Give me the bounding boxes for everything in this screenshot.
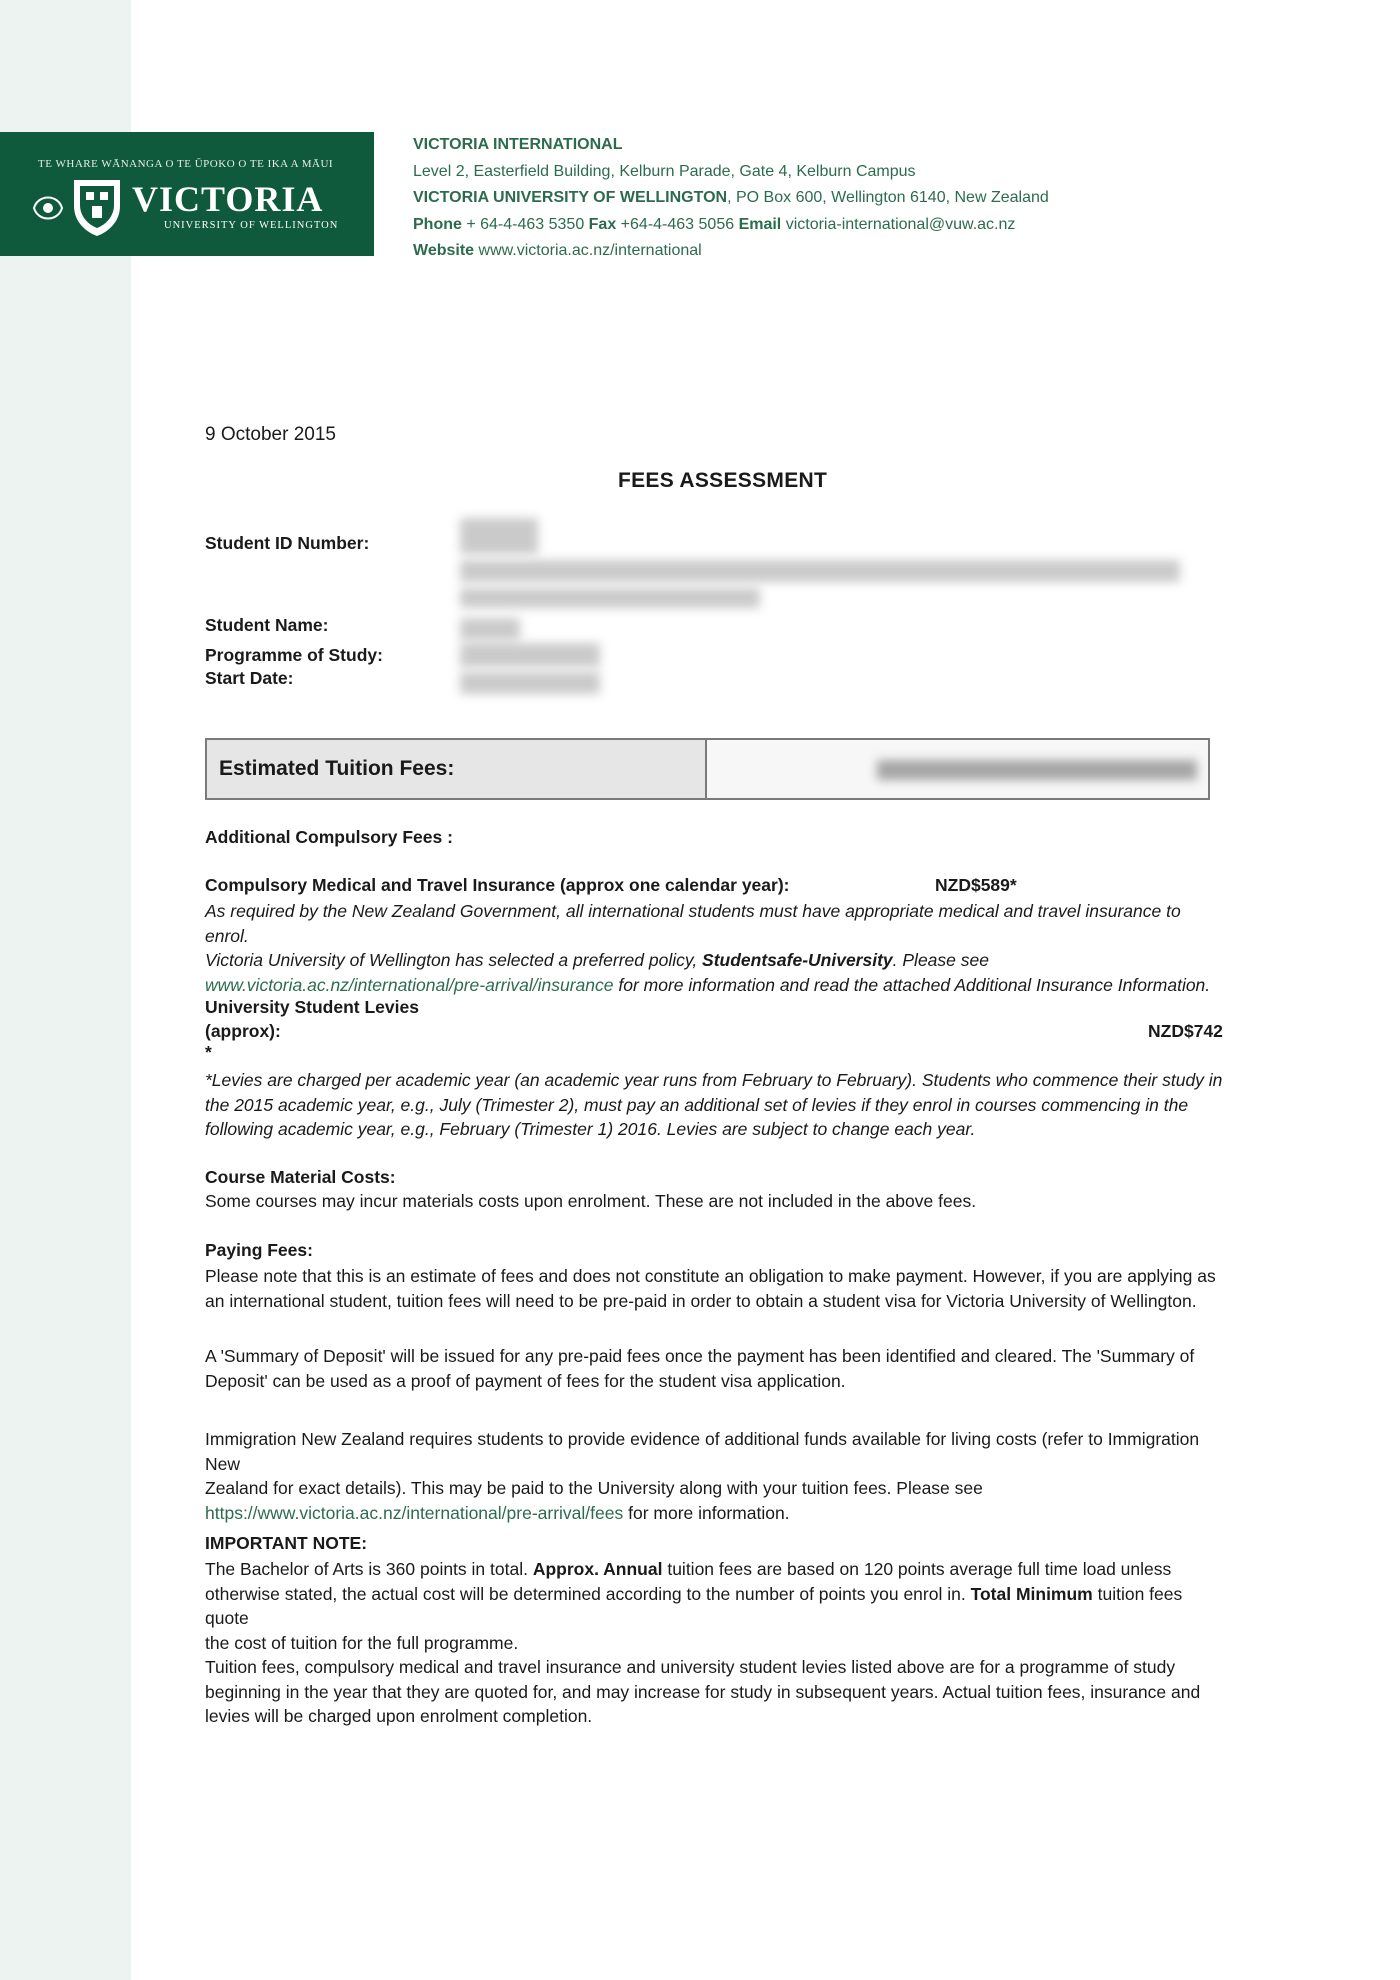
- levies-star: *: [205, 1042, 212, 1062]
- paying-p3-line-1: Immigration New Zealand requires students to provide evidence of additional funds available for living costs (refer to Immigration New: [205, 1429, 1200, 1474]
- logo-flourish-icon: [30, 188, 66, 228]
- redacted-student-id: [460, 518, 538, 554]
- student-id-label: Student ID Number:: [205, 533, 370, 553]
- additional-fees-heading: Additional Compulsory Fees :: [205, 827, 453, 847]
- phone-label: Phone: [413, 215, 462, 233]
- note-line-2: [205, 1582, 1225, 1631]
- paying-p2-line-2: Deposit' can be used as a proof of payment of fees for the student visa application.: [205, 1370, 846, 1391]
- fax-number: +64-4-463 5056: [616, 215, 739, 233]
- materials-text: [205, 1189, 1225, 1214]
- insurance-text: [205, 899, 1225, 997]
- insurance-line-2-c: . Please see: [892, 950, 989, 970]
- insurance-link[interactable]: www.victoria.ac.nz/international/pre-arrival/insurance: [205, 974, 614, 995]
- note-l2-c: tuition fees quote: [205, 1583, 1183, 1628]
- email-label: Email: [738, 215, 782, 233]
- document-title: FEES ASSESSMENT: [618, 469, 828, 492]
- paying-paragraph-3: [205, 1427, 1225, 1525]
- letterhead-website-line: [413, 238, 1213, 265]
- insurance-line-2-a: Victoria University of Wellington has selected a preferred policy,: [205, 950, 703, 970]
- paying-paragraph-2: [205, 1344, 1225, 1393]
- redacted-start-date: [460, 672, 600, 694]
- note-l1-a: The Bachelor of Arts is 360 points in total.: [205, 1559, 533, 1579]
- levies-amount: NZD$742: [1148, 1021, 1223, 1041]
- tuition-fees-label: Estimated Tuition Fees:: [207, 740, 707, 798]
- letterhead-contact-line: [413, 212, 1213, 239]
- website-url: www.victoria.ac.nz/international: [474, 242, 702, 259]
- logo-maori-line: TE WHARE WĀNANGA O TE ŪPOKO O TE IKA A MĀUI: [38, 158, 334, 170]
- start-date-label: Start Date:: [205, 668, 294, 688]
- website-label: Website: [413, 242, 475, 259]
- email-address: victoria-international@vuw.ac.nz: [781, 215, 1016, 233]
- paying-p3-rest: for more information.: [623, 1502, 790, 1523]
- levies-heading-approx: (approx):: [205, 1021, 281, 1041]
- redacted-note-line-1: [460, 560, 1180, 582]
- programme-label: Programme of Study:: [205, 645, 383, 665]
- letterhead-address: Level 2, Easterfield Building, Kelburn Parade, Gate 4, Kelburn Campus: [413, 162, 916, 180]
- levies-line-2: the 2015 academic year, e.g., July (Trimester 2), must pay an additional set of levies if they enrol in courses commencing in the: [205, 1094, 1189, 1115]
- important-note-text: [205, 1557, 1225, 1729]
- letterhead-university-line: [413, 185, 1213, 212]
- insurance-line-3-rest: for more information and read the attached Additional Insurance Information.: [613, 974, 1211, 995]
- redacted-student-name: [460, 618, 520, 640]
- tuition-fees-value-cell: [707, 740, 1208, 798]
- redacted-tuition-amount: [877, 760, 1197, 780]
- insurance-line-3: [205, 973, 1225, 998]
- fax-label: Fax: [588, 215, 617, 233]
- note-l2-a: otherwise stated, the actual cost will be determined according to the number of points you enrol in.: [205, 1583, 971, 1604]
- insurance-amount: NZD$589*: [935, 875, 1017, 895]
- letterhead-org: VICTORIA INTERNATIONAL: [413, 136, 623, 153]
- paying-p2-line-1: A 'Summary of Deposit' will be issued for any pre-paid fees once the payment has been identified and cleared. The 'Summary of: [205, 1346, 1195, 1366]
- paying-p3-line-2: Zealand for exact details). This may be paid to the University along with your tuition fees. Please see: [205, 1478, 983, 1498]
- insurance-line-2: [205, 948, 1225, 973]
- fees-link[interactable]: https://www.victoria.ac.nz/international/pre-arrival/fees: [205, 1502, 624, 1523]
- paying-paragraph-1: [205, 1264, 1225, 1313]
- paying-p1-line-2: an international student, tuition fees will need to be pre-paid in order to obtain a student visa for Victoria University of Wellington.: [205, 1290, 1197, 1311]
- tuition-fees-box: [205, 738, 1210, 800]
- logo-wordmark: VICTORIA: [132, 179, 324, 219]
- note-l2-b: Total Minimum: [970, 1583, 1093, 1604]
- university-logo: [0, 132, 374, 256]
- note-line-6: levies will be charged upon enrolment completion.: [205, 1706, 593, 1726]
- insurance-policy-name: Studentsafe-University: [702, 950, 893, 970]
- side-strip: [0, 0, 131, 1980]
- note-line-4: Tuition fees, compulsory medical and travel insurance and university student levies listed above are for a programme of study: [205, 1657, 1176, 1677]
- paying-p3-line-3: [205, 1501, 1225, 1526]
- paying-heading: Paying Fees:: [205, 1240, 313, 1260]
- note-line-1: [205, 1557, 1225, 1582]
- important-note-heading: IMPORTANT NOTE:: [205, 1533, 368, 1553]
- materials-line-1: Some courses may incur materials costs upon enrolment. These are not included in the above fees.: [205, 1191, 977, 1211]
- note-line-5: beginning in the year that they are quoted for, and may increase for study in subsequent years. Actual tuition fees, insurance and: [205, 1681, 1201, 1702]
- insurance-heading: Compulsory Medical and Travel Insurance (approx one calendar year):: [205, 875, 790, 895]
- crest-icon: [70, 176, 124, 238]
- letterhead-po-box: , PO Box 600, Wellington 6140, New Zealand: [727, 189, 1049, 206]
- letter-date: 9 October 2015: [205, 424, 336, 445]
- levies-text: [205, 1068, 1225, 1142]
- note-l1-c: tuition fees are based on 120 points average full time load unless: [662, 1559, 1172, 1579]
- logo-subword: UNIVERSITY OF WELLINGTON: [164, 220, 339, 231]
- note-l1-b: Approx. Annual: [532, 1559, 663, 1579]
- paying-p1-line-1: Please note that this is an estimate of fees and does not constitute an obligation to make payment. However, if you are applying as: [205, 1266, 1216, 1286]
- levies-heading: University Student Levies: [205, 997, 419, 1017]
- redacted-note-line-2: [460, 588, 760, 608]
- student-name-label: Student Name:: [205, 615, 329, 635]
- redacted-programme: [460, 643, 600, 667]
- materials-heading: Course Material Costs:: [205, 1167, 396, 1187]
- levies-line-3: following academic year, e.g., February (Trimester 1) 2016. Levies are subject to change each year.: [205, 1119, 976, 1139]
- letterhead-university: VICTORIA UNIVERSITY OF WELLINGTON: [413, 189, 728, 206]
- levies-line-1: *Levies are charged per academic year (an academic year runs from February to February). Students who commence their study in: [205, 1070, 1223, 1090]
- note-line-3: the cost of tuition for the full programme.: [205, 1632, 519, 1653]
- letterhead: [413, 132, 1213, 265]
- insurance-line-1: As required by the New Zealand Government, all international students must have appropriate medical and travel insurance to enrol.: [205, 901, 1181, 946]
- phone-number: + 64-4-463 5350: [461, 215, 589, 233]
